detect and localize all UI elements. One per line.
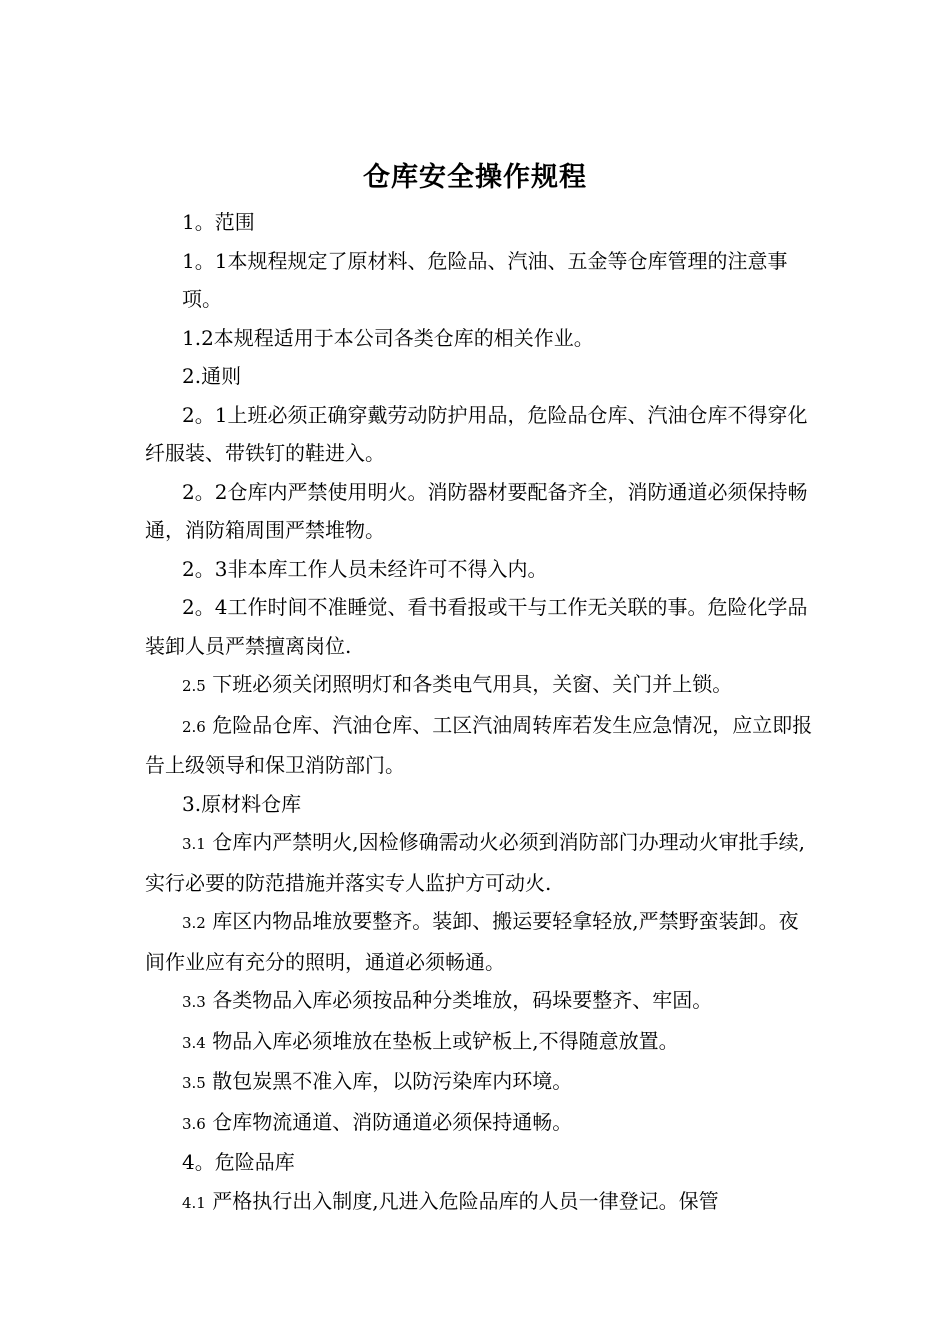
paragraph-number: 3.5 xyxy=(182,1074,206,1092)
paragraph xyxy=(145,1103,813,1144)
paragraph-text: 3.原材料仓库 xyxy=(182,791,302,816)
paragraph-text: 4。危险品库 xyxy=(182,1150,295,1174)
paragraph xyxy=(145,396,813,473)
paragraph-text: 严格执行出入制度,凡进入危险品库的人员一律登记。保管 xyxy=(205,1188,719,1213)
paragraph xyxy=(145,823,813,902)
paragraph-number: 4.1 xyxy=(182,1193,206,1212)
paragraph-text: 2.通则 xyxy=(182,364,242,388)
paragraph xyxy=(145,785,813,824)
paragraph-text: 2。4工作时间不准睡觉、看书看报或干与工作无关联的事。危险化学品装卸人员严禁擅离岗位. xyxy=(145,595,808,658)
paragraph-number: 2.5 xyxy=(182,677,206,695)
paragraph-text: 2。1上班必须正确穿戴劳动防护用品，危险品仓库、汽油仓库不得穿化纤服装、带铁钉的鞋进入。 xyxy=(145,402,808,465)
paragraph-text: 散包炭黑不准入库，以防污染库内环境。 xyxy=(205,1069,573,1093)
paragraph xyxy=(145,706,813,785)
paragraph-text: 危险品仓库、汽油仓库、工区汽油周转库若发生应急情况，应立即报告上级领导和保卫消防部门。 xyxy=(145,712,813,777)
document-title: 仓库安全操作规程 xyxy=(363,162,587,193)
paragraph-number: 3.2 xyxy=(182,914,206,932)
paragraph-text: 下班必须关闭照明灯和各类电气用具，关窗、关门并上锁。 xyxy=(205,672,733,696)
paragraph-text: 仓库内严禁明火,因检修确需动火必须到消防部门办理动火审批手续,实行必要的防范措施并落实专人监护方可动火. xyxy=(145,830,805,895)
paragraph xyxy=(145,357,813,396)
paragraph xyxy=(145,1143,813,1182)
paragraph-number: 3.6 xyxy=(182,1114,206,1133)
paragraph-text: 1。范围 xyxy=(182,210,255,234)
paragraph-number: 3.4 xyxy=(182,1033,206,1052)
paragraph xyxy=(145,981,813,1022)
paragraph xyxy=(145,1022,813,1063)
paragraph xyxy=(145,242,813,319)
paragraph xyxy=(145,1062,813,1103)
paragraph xyxy=(145,319,813,358)
paragraph-text: 库区内物品堆放要整齐。装卸、搬运要轻拿轻放,严禁野蛮装卸。夜间作业应有充分的照明，通道必须畅通。 xyxy=(145,909,799,974)
paragraph-text: 物品入库必须堆放在垫板上或铲板上,不得随意放置。 xyxy=(205,1028,679,1053)
paragraph xyxy=(145,203,813,242)
paragraph-number: 3.3 xyxy=(182,993,206,1011)
paragraph-text: 1。1本规程规定了原材料、危险品、汽油、五金等仓库管理的注意事项。 xyxy=(182,248,788,311)
paragraph xyxy=(145,550,813,589)
paragraph-text: 1.2本规程适用于本公司各类仓库的相关作业。 xyxy=(182,325,594,350)
paragraph-text: 2。2仓库内严禁使用明火。消防器材要配备齐全，消防通道必须保持畅通，消防箱周围严禁堆物。 xyxy=(145,479,808,542)
paragraph xyxy=(145,588,813,665)
paragraph xyxy=(145,902,813,981)
paragraph xyxy=(145,1182,813,1223)
paragraph xyxy=(145,665,813,706)
document-body xyxy=(145,203,813,1222)
paragraph-text: 2。3非本库工作人员未经许可不得入内。 xyxy=(182,556,548,581)
paragraph-number: 3.1 xyxy=(182,835,206,853)
paragraph-text: 仓库物流通道、消防通道必须保持通畅。 xyxy=(205,1109,573,1134)
paragraph-number: 2.6 xyxy=(182,717,206,736)
paragraph-text: 各类物品入库必须按品种分类堆放，码垛要整齐、牢固。 xyxy=(205,988,713,1012)
paragraph xyxy=(145,473,813,550)
